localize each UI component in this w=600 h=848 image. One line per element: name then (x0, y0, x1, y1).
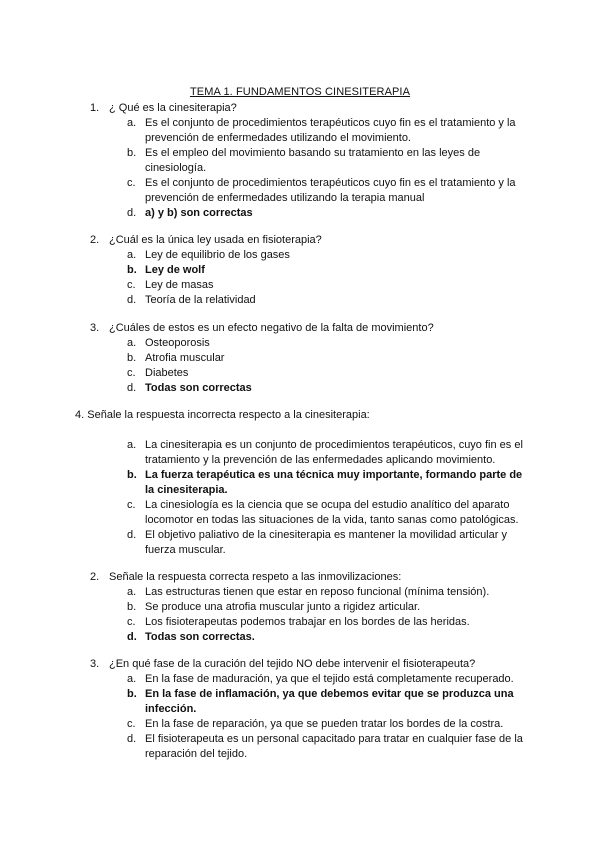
question-5 (0, 570, 600, 645)
option-text: La cinesiterapia es un conjunto de procedimientos terapéuticos, cuyo fin es el tratamiento y la prevención de las enfermedades aplicando movimiento. (145, 439, 523, 466)
option (0, 293, 600, 308)
option-label: d. (127, 207, 137, 219)
option-label: a. (127, 249, 137, 261)
option-text-correct: Todas son correctas. (145, 631, 255, 643)
option-text: Ley de equilibrio de los gases (145, 249, 290, 261)
page-title: TEMA 1. FUNDAMENTOS CINESITERAPIA (189, 86, 411, 98)
question-number: 1. (90, 102, 100, 114)
option (0, 351, 600, 366)
option (0, 366, 600, 381)
option (0, 116, 600, 146)
option-label: c. (127, 499, 136, 511)
option-label: b. (127, 688, 137, 700)
option (0, 176, 600, 206)
option-label: d. (127, 294, 137, 306)
option-label: d. (127, 382, 137, 394)
option-label: b. (127, 469, 137, 481)
option-label: c. (127, 367, 136, 379)
option (0, 687, 600, 717)
option-text-correct: Ley de wolf (145, 264, 205, 276)
option-text: Los fisioterapeutas podemos trabajar en los bordes de las heridas. (145, 616, 470, 628)
option (0, 732, 600, 762)
option-label: b. (127, 147, 137, 159)
option-label: c. (127, 279, 136, 291)
option-text: Es el conjunto de procedimientos terapéuticos cuyo fin es el tratamiento y la prevención de enfermedades utilizando el movimiento. (145, 117, 516, 144)
option (0, 248, 600, 263)
option-text: En la fase de reparación, ya que se pueden tratar los bordes de la costra. (145, 718, 504, 730)
option (0, 600, 600, 615)
question-3 (0, 321, 600, 396)
option-label: a. (127, 673, 137, 685)
question-text: Señale la respuesta incorrecta respecto a la cinesiterapia: (87, 409, 370, 421)
option-text: Ley de masas (145, 279, 214, 291)
question-4-options (0, 438, 600, 558)
option-text: Es el conjunto de procedimientos terapéuticos cuyo fin es el tratamiento y la prevención de enfermedades utilizando la terapia manual (145, 177, 516, 204)
question-number: 4. (75, 409, 85, 421)
option-text: El objetivo paliativo de la cinesiterapia es mantener la movilidad articular y fuerza muscular. (145, 529, 507, 556)
option (0, 585, 600, 600)
question-4-heading (75, 408, 370, 423)
option-text: Atrofia muscular (145, 352, 225, 364)
option (0, 381, 600, 396)
question-number: 2. (90, 571, 100, 583)
option-text-correct: La fuerza terapéutica es una técnica muy importante, formando parte de la cinesiterapia. (145, 469, 523, 496)
option (0, 615, 600, 630)
question-text: ¿Cuáles de estos es un efecto negativo de la falta de movimiento? (109, 322, 434, 334)
option-label: a. (127, 117, 137, 129)
option (0, 630, 600, 645)
option (0, 528, 600, 558)
option-text: Osteoporosis (145, 337, 210, 349)
option-label: b. (127, 601, 137, 613)
question-number: 3. (90, 322, 100, 334)
question-text: ¿En qué fase de la curación del tejido NO debe intervenir el fisioterapeuta? (109, 658, 476, 670)
question-text: ¿Cuál es la única ley usada en fisioterapia? (109, 234, 322, 246)
option (0, 717, 600, 732)
option-label: b. (127, 352, 137, 364)
option-label: c. (127, 718, 136, 730)
question-number: 2. (90, 234, 100, 246)
option (0, 263, 600, 278)
option-text: Teoría de la relatividad (145, 294, 256, 306)
option-text: El fisioterapeuta es un personal capacitado para tratar en cualquier fase de la reparación del tejido. (145, 733, 523, 760)
option-text: Es el empleo del movimiento basando su tratamiento en las leyes de cinesiología. (145, 147, 481, 174)
option (0, 498, 600, 528)
option (0, 438, 600, 468)
option-text: Diabetes (145, 367, 189, 379)
option-label: c. (127, 177, 136, 189)
question-text: Señale la respuesta correcta respeto a las inmovilizaciones: (109, 571, 402, 583)
option (0, 278, 600, 293)
option-label: a. (127, 337, 137, 349)
question-text: ¿ Qué es la cinesiterapia? (109, 102, 237, 114)
option-text: Se produce una atrofia muscular junto a rigidez articular. (145, 601, 421, 613)
option-text: La cinesiología es la ciencia que se ocupa del estudio analítico del aparato locomotor en todas las situaciones de la vida, tanto sanas como patológicas. (145, 499, 519, 526)
question-number: 3. (90, 658, 100, 670)
option-label: d. (127, 631, 137, 643)
option-text-correct: En la fase de inflamación, ya que debemos evitar que se produzca una infección. (145, 688, 514, 715)
option-label: d. (127, 733, 137, 745)
option (0, 336, 600, 351)
question-1 (0, 101, 600, 221)
option-text: En la fase de maduración, ya que el tejido está completamente recuperado. (145, 673, 514, 685)
question-4 (0, 408, 600, 423)
question-2 (0, 233, 600, 308)
option (0, 468, 600, 498)
option-text: Las estructuras tienen que estar en reposo funcional (mínima tensión). (145, 586, 490, 598)
question-6 (0, 657, 600, 762)
option (0, 146, 600, 176)
option-label: a. (127, 586, 137, 598)
option-label: a. (127, 439, 137, 451)
option-label: b. (127, 264, 137, 276)
option-text-correct: Todas son correctas (145, 382, 252, 394)
option-label: d. (127, 529, 137, 541)
option (0, 206, 600, 221)
option-text-correct: a) y b) son correctas (145, 207, 253, 219)
option (0, 672, 600, 687)
option-label: c. (127, 616, 136, 628)
